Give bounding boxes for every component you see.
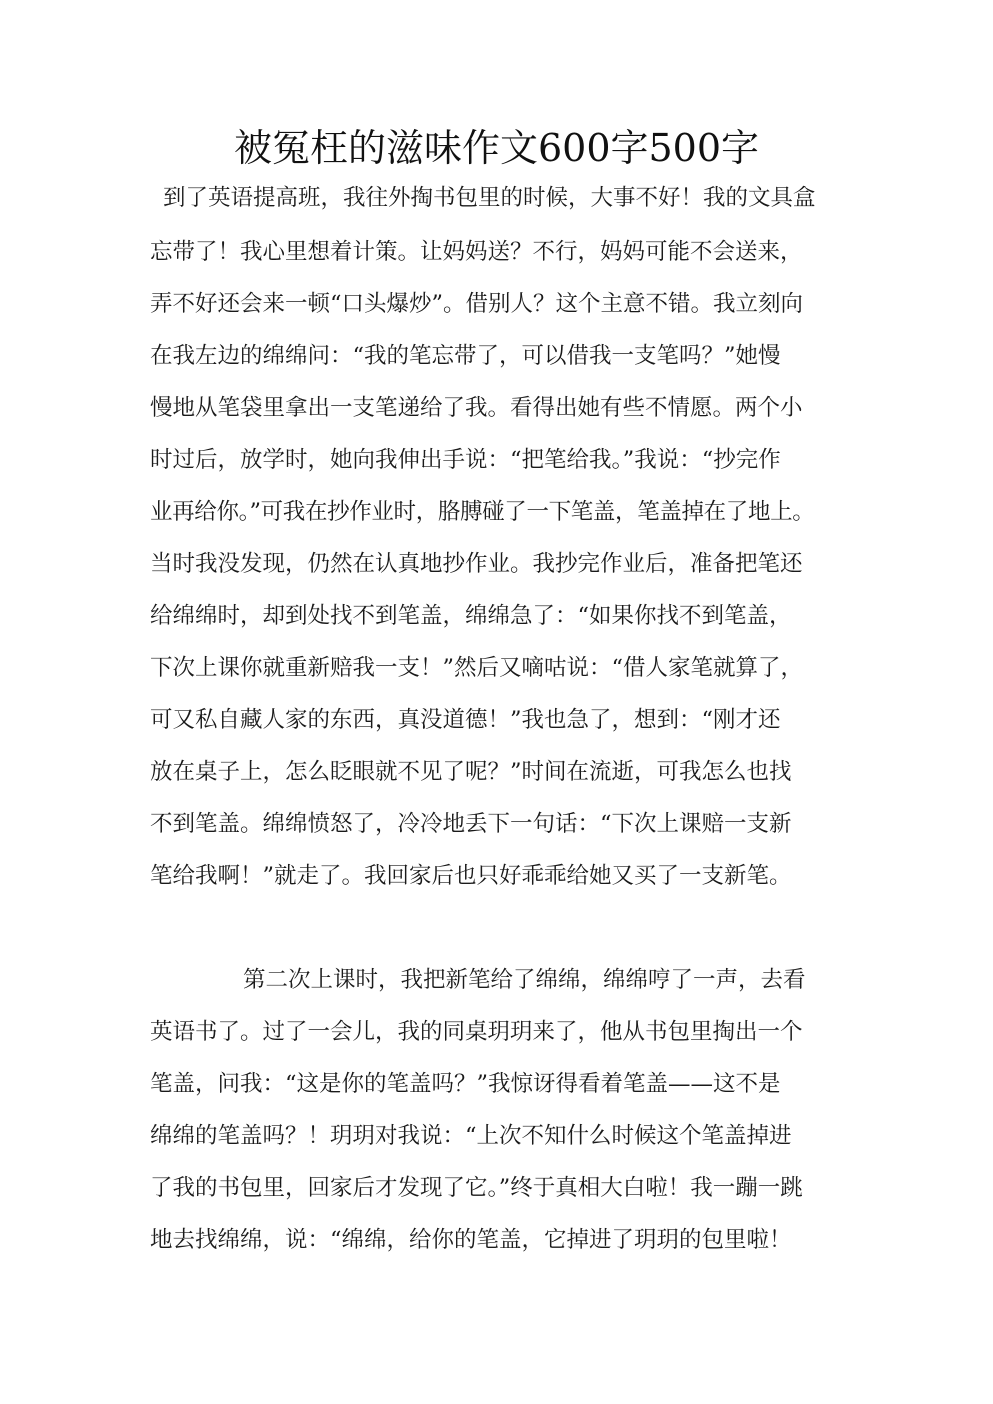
paragraph-1-line-14: 笔给我啊！”就走了。我回家后也只好乖乖给她又买了一支新笔。 xyxy=(150,863,792,889)
page-title: 被冤枉的滋味作文600字500字 xyxy=(233,126,760,170)
paragraph-1-line-13: 不到笔盖。绵绵愤怒了，冷冷地丢下一句话：“下次上课赔一支新 xyxy=(150,811,792,837)
paragraph-1-line-1: 到了英语提高班，我往外掏书包里的时候，大事不好！我的文具盒 xyxy=(163,185,816,211)
paragraph-1-line-8: 当时我没发现，仍然在认真地抄作业。我抄完作业后，准备把笔还 xyxy=(150,551,803,577)
paragraph-1-line-10: 下次上课你就重新赔我一支！”然后又嘀咕说：“借人家笔就算了， xyxy=(150,655,804,681)
paragraph-2-line-2: 英语书了。过了一会儿，我的同桌玥玥来了，他从书包里掏出一个 xyxy=(150,1019,803,1045)
paragraph-1-line-11: 可又私自藏人家的东西，真没道德！”我也急了，想到：“刚才还 xyxy=(150,707,781,733)
paragraph-2-line-1: 第二次上课时，我把新笔给了绵绵，绵绵哼了一声，去看 xyxy=(243,967,806,993)
paragraph-2-line-3: 笔盖，问我：“这是你的笔盖吗？”我惊讶得看着笔盖——这不是 xyxy=(150,1071,781,1097)
paragraph-1-line-9: 给绵绵时，却到处找不到笔盖，绵绵急了：“如果你找不到笔盖， xyxy=(150,603,792,629)
paragraph-1-line-3: 弄不好还会来一顿“口头爆炒”。借别人？这个主意不错。我立刻向 xyxy=(150,291,804,317)
paragraph-1-line-6: 时过后，放学时，她向我伸出手说：“把笔给我。”我说：“抄完作 xyxy=(150,447,781,473)
paragraph-1-line-5: 慢地从笔袋里拿出一支笔递给了我。看得出她有些不情愿。两个小 xyxy=(150,395,803,421)
paragraph-1-line-2: 忘带了！我心里想着计策。让妈妈送？不行，妈妈可能不会送来， xyxy=(150,239,803,265)
paragraph-2-line-6: 地去找绵绵，说：“绵绵，给你的笔盖，它掉进了玥玥的包里啦！ xyxy=(150,1227,792,1253)
paragraph-1-line-4: 在我左边的绵绵问：“我的笔忘带了，可以借我一支笔吗？”她慢 xyxy=(150,343,781,369)
paragraph-2-line-5: 了我的书包里，回家后才发现了它。”终于真相大白啦！我一蹦一跳 xyxy=(150,1175,803,1201)
paragraph-1-line-7: 业再给你。”可我在抄作业时，胳膊碰了一下笔盖，笔盖掉在了地上。 xyxy=(150,499,815,525)
paragraph-2-line-4: 绵绵的笔盖吗？！玥玥对我说：“上次不知什么时候这个笔盖掉进 xyxy=(150,1123,792,1149)
paragraph-1-line-12: 放在桌子上，怎么眨眼就不见了呢？”时间在流逝，可我怎么也找 xyxy=(150,759,792,785)
